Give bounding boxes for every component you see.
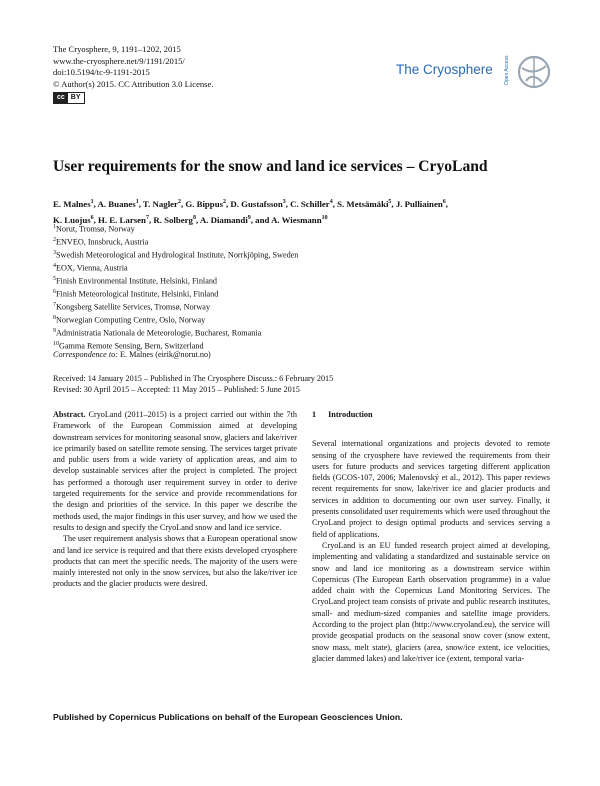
affiliation-item: $^6$Finish Meteorological Institute, Helsinki, Finland <box>53 289 219 299</box>
affiliations <box>53 222 298 352</box>
affiliation-item: $^2$ENVEO, Innsbruck, Austria <box>53 237 149 247</box>
copyright: © Author(s) 2015. CC Attribution 3.0 License. <box>53 78 214 89</box>
by-icon: BY <box>70 94 81 101</box>
author-line-2: K. Luojus$^6$, H. E. Larsen$^7$, R. Solberg$^8$, A. Diamandi$^9$, and A. Wiesmann$^{10}$ <box>53 214 328 225</box>
affiliation-item: $^3$Swedish Meteorological and Hydrological Institute, Norrkjöping, Sweden <box>53 250 299 260</box>
correspondence-email[interactable]: E. Malnes (eirik@norut.no) <box>120 350 211 359</box>
abstract-label: Abstract. <box>53 410 86 419</box>
affiliation-item: $^{10}$Gamma Remote Sensing, Bern, Switzerland <box>53 341 204 352</box>
open-access-label: Open Access <box>504 55 510 85</box>
abstract-p2: The user requirement analysis shows that a European operational snow and land ice service is required and that there exists developed cryosphere products that can meet the specific needs. The majority of the users were mainly interested not only in the snow services, but also the lake/river ice products and the glacier products were desired. <box>53 534 297 589</box>
cc-icon: cc <box>54 93 68 103</box>
intro-p2: CryoLand is an EU funded research project aimed at developing, implementing and validating a standardized and sustainable service on snow and land ice monitoring as a downstream service within Copernicus (The European Earth observation programme) in a value added chain with the Copernicus Land Monitoring Services. The CryoLand project team consists of private and public research institutes, small- and medium-sized companies and satellite image providers. According to the project plan (http://www.cryoland.eu), the service will provide geospatial products on the seasonal snow cover (snow extent, snow mass, melt state), glaciers (area, snow/ice extent, ice velocities, glacier dammed lakes) and lake/river ice (extent, temporal varia- <box>312 540 550 663</box>
affiliation-item: $^1$Norut, Tromsø, Norway <box>53 224 135 234</box>
author-line-1: E. Malnes$^1$, A. Buanes$^1$, T. Nagler$^2$, G. Bippus$^2$, D. Gustafsson$^3$, C. Schiller$^4$, S. Metsämäki$^5$, J. Pulliainen$^6$, <box>53 198 448 209</box>
correspondence <box>53 350 211 359</box>
abstract-p1: Abstract. CryoLand (2011–2015) is a project carried out within the 7th Framework of the European Commission aimed at developing downstream services for monitoring seasonal snow, glaciers and lake/river ice primarily based on satellite remote sensing. The services target private and public users from a wide variety of application areas, and aim to develop sustainable services after the project is completed. The project has performed a thorough user requirement survey in order to derive targeted requirements for the service and provide recommendations for the design and priorities of the service. In this paper we describe the methods used, the major findings in this user survey, and how we used the results to design and specify the CryoLand snow and land ice service. <box>53 410 298 532</box>
journal-url[interactable]: www.the-cryosphere.net/9/1191/2015/ <box>53 55 185 66</box>
globe-icon <box>516 54 552 90</box>
abstract <box>53 409 297 590</box>
introduction <box>312 409 550 664</box>
affiliation-item: $^5$Finish Environmental Institute, Helsinki, Finland <box>53 276 218 286</box>
section-number: 1 <box>312 410 317 419</box>
doi[interactable]: doi:10.5194/tc-9-1191-2015 <box>53 67 150 77</box>
cc-license-badge[interactable] <box>53 92 85 104</box>
journal-logo <box>396 50 556 90</box>
journal-meta <box>53 44 214 104</box>
paper-title: User requirements for the snow and land ice services – CryoLand <box>53 158 488 175</box>
publisher-footer: Published by Copernicus Publications on behalf of the European Geosciences Union. <box>53 712 403 722</box>
correspondence-label: Correspondence to: <box>53 350 118 359</box>
affiliation-item: $^9$Administratia Nationala de Meteorologie, Bucharest, Romania <box>53 328 262 338</box>
intro-p1: Several international organizations and projects devoted to remote sensing of the cryosphere have reviewed the requirements from their users for future products and services targeting different application fields (GCOS-107, 2006; Malenovský et al., 2012). This paper reviews recent requirements for snow, lake/river ice and glacier products and services in addition to documenting our own user survey. Finally, it presents consolidated user requirements which were used throughout the CryoLand project to design optimal products and services serving a field of applications. <box>312 439 550 539</box>
section-heading <box>312 409 550 420</box>
logo-text: The Cryosphere <box>396 62 493 77</box>
dates-line-1: Received: 14 January 2015 – Published in The Cryosphere Discuss.: 6 February 2015 <box>53 374 334 383</box>
publication-dates <box>53 373 333 396</box>
dates-line-2: Revised: 30 April 2015 – Accepted: 11 May 2015 – Published: 5 June 2015 <box>53 385 300 395</box>
affiliation-item: $^4$EOX, Vienna, Austria <box>53 263 128 273</box>
affiliation-item: $^7$Kongsberg Satellite Services, Tromsø, Norway <box>53 302 211 312</box>
journal-citation: The Cryosphere, 9, 1191–1202, 2015 <box>53 44 181 54</box>
affiliation-item: $^8$Norwegian Computing Centre, Oslo, Norway <box>53 315 206 325</box>
section-title: Introduction <box>328 410 373 419</box>
